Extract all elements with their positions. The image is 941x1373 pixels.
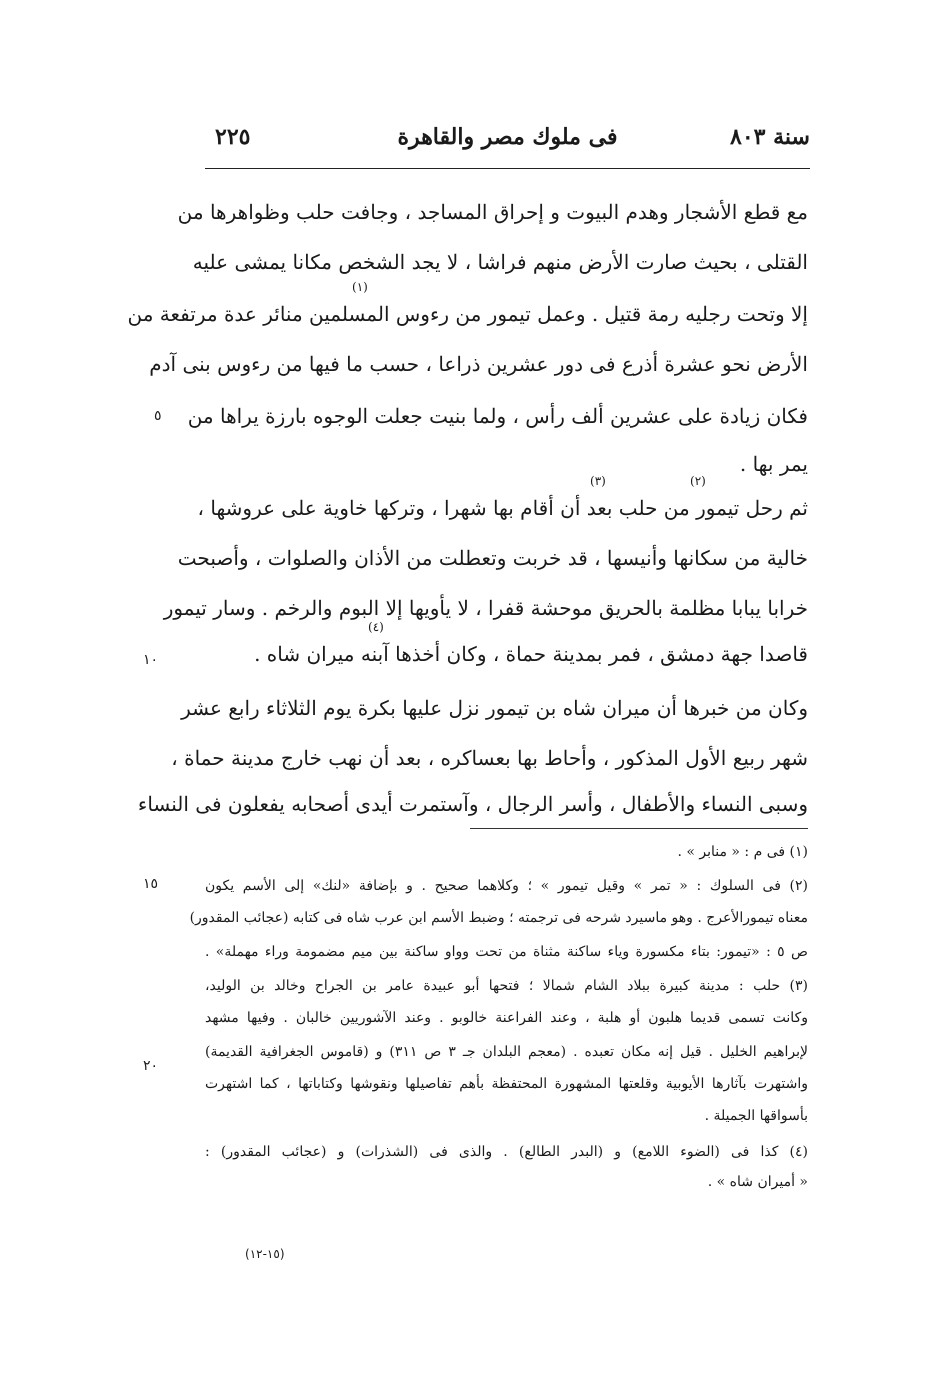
footnote-line: بأسواقها الجميلة . — [704, 1108, 808, 1124]
text-line: خرابا يبابا مظلمة بالحريق موحشة قفرا ، لا يأويها إلا البوم والرخم . وسار تيمور — [163, 596, 808, 620]
footnote-line: واشتهرت بآثارها الأيوبية وقلعتها المشهورة المحتفظة بأهم تفاصيلها ونقوشها وكتاباتها ، كما اشتهرت — [205, 1076, 808, 1092]
printer-signature: (١٥-١٢) — [245, 1247, 285, 1261]
footnote-line: لإبراهيم الخليل . قيل إنه مكان تعبده . (معجم البلدان جـ ٣ ص ٣١١) و (قاموس الجغرافية القديمة) — [205, 1044, 808, 1060]
running-header — [205, 120, 810, 160]
text-line: قاصدا جهة دمشق ، فمر بمدينة حماة ، وكان أخذها آبنه ميران شاه . — [254, 642, 808, 666]
text-line: مع قطع الأشجار وهدم البيوت و إحراق المساجد ، وجافت حلب وظواهرها من — [177, 200, 808, 224]
text-line: وسبى النساء والأطفال ، وأسر الرجال ، وآستمرت أيدى أصحابه يفعلون فى النساء — [137, 792, 808, 816]
footnote-line: معناه تيمورالأعرج . وهو ماسيرد شرحه فى ترجمته ؛ وضبط الأسم ابن عرب شاه فى كتابه (عجائب المقدور) — [189, 910, 808, 926]
note-mark-1: (١) — [352, 280, 368, 294]
footnote-line: (٢) فى السلوك : « تمر » وقيل تيمور » ؛ وكلاهما صحيح . و بإضافة «لنك» إلى الأسم يكون — [205, 878, 808, 894]
line-number-5: ٥ — [154, 408, 162, 424]
note-mark-2: (٢) — [690, 474, 706, 488]
footnote-line: وكانت تسمى قديما هلبون أو هلبة ، وعند الفراعنة خالوبو . وعند الآشوريين خالبان . وفيها مشهد — [205, 1010, 808, 1026]
footnote-line: (٤) كذا فى (الضوء اللامع) و (البدر الطالع) . والذى فى (الشذرات) و (عجائب المقدور) : — [205, 1144, 808, 1160]
line-number-10: ١٠ — [143, 652, 159, 668]
text-line: القتلى ، بحيث صارت الأرض منهم فراشا ، لا يجد الشخص مكانا يمشى عليه — [192, 250, 808, 274]
footnote-line: (٣) حلب : مدينة كبيرة ببلاد الشام شمالا ؛ فتحها أبو عبيدة عامر بن الجراح وخالد بن الوليد، — [205, 978, 808, 994]
footnote-line: « أميران شاه » . — [707, 1174, 808, 1190]
text-line: فكان زيادة على عشرين ألف رأس ، ولما بنيت جعلت الوجوه بارزة يراها من — [187, 404, 808, 428]
text-line: وكان من خبرها أن ميران شاه بن تيمور نزل عليها بكرة يوم الثلاثاء رابع عشر — [181, 696, 808, 720]
text-line: ثم رحل تيمور من حلب بعد أن أقام بها شهرا ، وتركها خاوية على عروشها ، — [197, 496, 808, 520]
line-number-20: ٢٠ — [143, 1058, 159, 1074]
note-mark-4: (٤) — [368, 620, 384, 634]
text-line: شهر ربيع الأول المذكور ، وأحاط بها بعساكره ، بعد أن نهب خارج مدينة حماة ، — [171, 746, 808, 770]
footnote-line: ص ٥ : «تيمور: بتاء مكسورة وياء ساكنة مثناة من تحت وواو ساكنة بين ميم مضمومة وراء مهملة» . — [205, 944, 808, 960]
header-title: فى ملوك مصر والقاهرة — [397, 124, 618, 150]
text-line: يمر بها . — [739, 452, 808, 476]
page-number: ٢٢٥ — [215, 124, 251, 150]
footnote-line: (١) فى م : « منابر » . — [677, 844, 808, 860]
header-rule — [205, 168, 810, 169]
header-year: سنة ٨٠٣ — [730, 124, 810, 150]
text-line: خالية من سكانها وأنيسها ، قد خربت وتعطلت من الأذان والصلوات ، وأصبحت — [177, 546, 808, 570]
line-number-15: ١٥ — [143, 876, 159, 892]
text-line: الأرض نحو عشرة أذرع فى دور عشرين ذراعا ، حسب ما فيها من رءوس بنى آدم — [149, 352, 808, 376]
text-line: إلا وتحت رجليه رمة قتيل . وعمل تيمور من رءوس المسلمين منائر عدة مرتفعة من — [127, 302, 808, 326]
note-mark-3: (٣) — [590, 474, 606, 488]
footnote-rule — [470, 828, 808, 829]
